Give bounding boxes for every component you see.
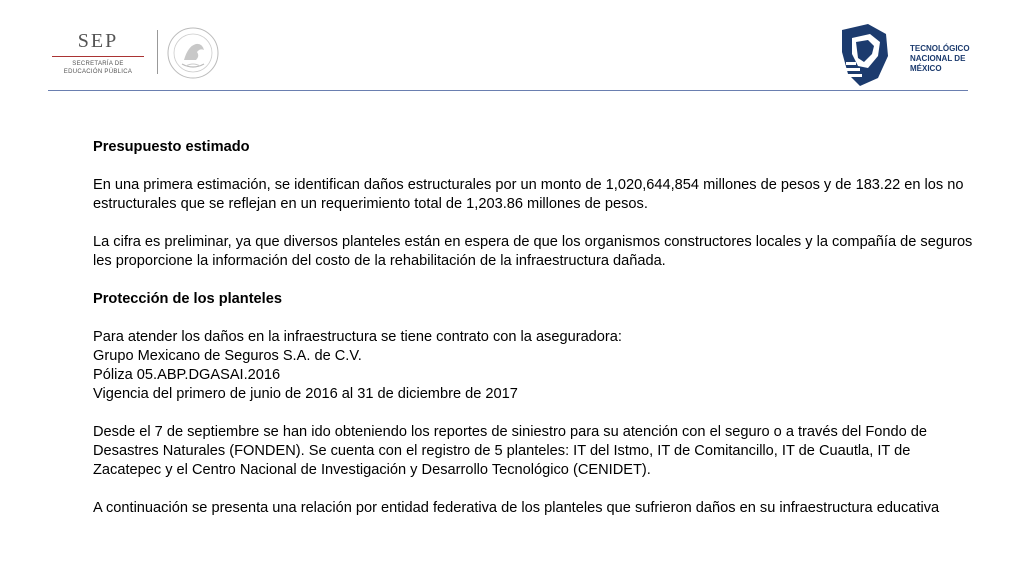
heading-proteccion: Protección de los planteles: [93, 291, 282, 307]
insurance-line-aseguradora: Grupo Mexicano de Seguros S.A. de C.V.: [93, 348, 362, 364]
sep-logo: [52, 30, 152, 76]
paragraph-estimacion: En una primera estimación, se identifican daños estructurales por un monto de 1,020,644,854 millones de pesos y de 183.22 en los no estructurales que se reflejan en un requerimiento total de 1,203.86 millones de pesos.: [93, 177, 964, 212]
slide-header: [0, 0, 1024, 92]
tecnm-logo: [838, 22, 998, 90]
logo-divider: [157, 30, 158, 74]
header-rule: [48, 90, 968, 91]
insurance-line-poliza: Póliza 05.ABP.DGASAI.2016: [93, 367, 281, 383]
tecnm-text-line2: NACIONAL DE MÉXICO: [910, 54, 966, 73]
sep-wordmark: SEP: [77, 30, 119, 52]
tecnm-text: [910, 44, 998, 74]
sep-logo-line: [52, 56, 144, 57]
paragraph-reportes: Desde el 7 de septiembre se han ido obteniendo los reportes de siniestro para su atención con el seguro o a través del Fondo de Desastres Naturales (FONDEN). Se cuenta con el registro de 5 planteles: IT del Istmo, IT de Comitancillo, IT de Cuautla, IT de Zacatepec y el Centro Nacional de Investigación y Desarrollo Tecnológico (CENIDET).: [93, 424, 927, 478]
slide-body: [93, 138, 973, 518]
mexican-seal-icon: [166, 26, 220, 80]
heading-presupuesto: Presupuesto estimado: [93, 139, 250, 155]
insurance-line-contrato: Para atender los daños en la infraestructura se tiene contrato con la aseguradora:: [93, 329, 622, 345]
sep-subtitle-line2: EDUCACIÓN PÚBLICA: [63, 69, 133, 75]
tecnm-text-line1: TECNOLÓGICO: [910, 44, 970, 53]
paragraph-relacion: A continuación se presenta una relación por entidad federativa de los planteles que sufrieron daños en su infraestructura educativa: [93, 500, 940, 516]
sep-subtitle-line1: SECRETARÍA DE: [72, 61, 124, 67]
sep-subtitle: [52, 60, 144, 76]
paragraph-cifra-preliminar: La cifra es preliminar, ya que diversos planteles están en espera de que los organismos constructores locales y la compañía de seguros les proporcione la información del costo de la rehabilitación de la infraestructura dañada.: [93, 234, 973, 269]
insurance-line-vigencia: Vigencia del primero de junio de 2016 al 31 de diciembre de 2017: [93, 386, 518, 402]
tecnm-emblem-icon: [838, 22, 890, 88]
